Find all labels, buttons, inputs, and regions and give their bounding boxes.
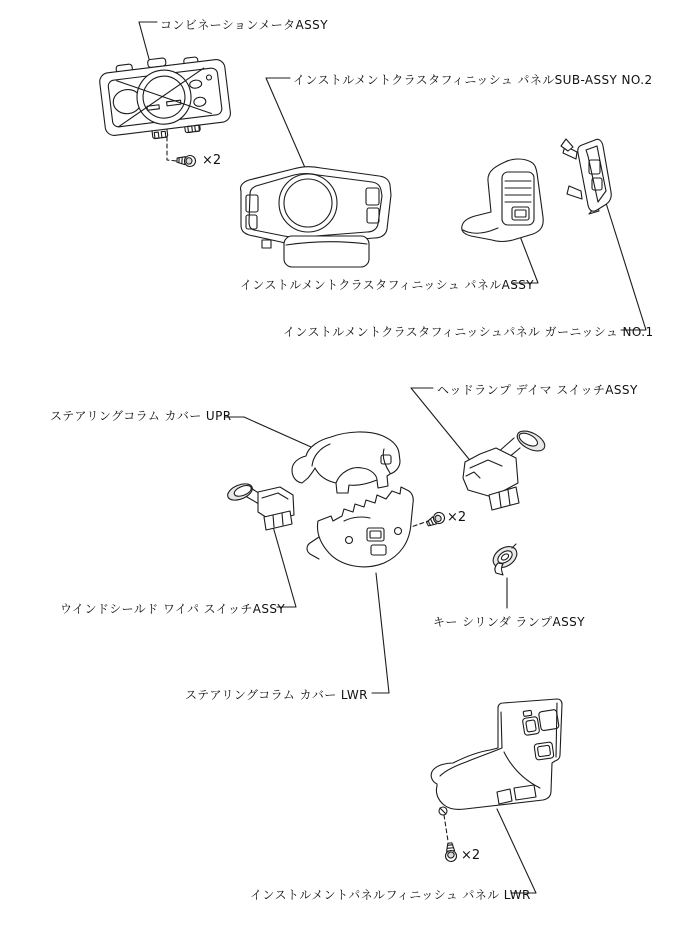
screw-icon [444, 843, 457, 862]
dashed-leader-panel-lwr-screw [444, 815, 448, 841]
headlamp-dimmer-switch-drawing [463, 427, 548, 510]
label-cluster-finish-panel-assy: インストルメントクラスタフィニッシュ パネルASSY [240, 278, 534, 292]
panel-lwr-screw-qty-label: ×2 [461, 848, 481, 863]
instrument-panel-finish-panel-lwr-drawing [431, 699, 562, 815]
steering-column-cover-lwr-drawing [307, 487, 413, 567]
screw-icon [425, 511, 446, 529]
leader-garnish-no1 [606, 203, 646, 330]
label-combination-meter: コンビネーションメータASSY [160, 18, 328, 32]
cluster-finish-panel-sub-assy-no2-drawing [240, 167, 391, 267]
label-cluster-finish-panel-garnish-no1: インストルメントクラスタフィニッシュパネル ガーニッシュ NO.1 [283, 325, 654, 339]
cluster-finish-panel-garnish-no1-drawing [561, 139, 611, 214]
leader-column-cover-lwr [372, 573, 389, 693]
steering-column-cover-upr-drawing [292, 432, 400, 493]
screw-icon [177, 155, 196, 167]
column-cover-screw-qty-label: ×2 [447, 510, 467, 525]
leader-column-cover-upr [225, 417, 311, 447]
label-steering-column-cover-upr: ステアリングコラム カバー UPR [50, 409, 232, 423]
leader-panel-lwr [497, 809, 536, 893]
label-key-cylinder-lamp-assy: キー シリンダ ランプASSY [433, 615, 585, 629]
cluster-finish-panel-assy-drawing [462, 159, 543, 242]
key-cylinder-lamp-drawing [489, 542, 521, 575]
label-headlamp-dimmer-switch-assy: ヘッドランプ デイマ スイッチASSY [437, 383, 638, 397]
leader-cluster-sub-assy-no2 [266, 78, 306, 170]
label-steering-column-cover-lwr: ステアリングコラム カバー LWR [185, 688, 368, 702]
label-instrument-panel-finish-panel-lwr: インストルメントパネルフィニッシュ パネル LWR [250, 888, 531, 902]
combination-meter-drawing [98, 51, 233, 145]
label-cluster-finish-panel-sub-assy-no2: インストルメントクラスタフィニッシュ パネルSUB-ASSY NO.2 [293, 73, 653, 87]
windshield-wiper-switch-drawing [225, 481, 294, 530]
leader-wiper-switch [272, 523, 296, 607]
label-windshield-wiper-switch-assy: ウインドシールド ワイパ スイッチASSY [60, 602, 286, 616]
meter-screw-qty-label: ×2 [202, 153, 222, 168]
